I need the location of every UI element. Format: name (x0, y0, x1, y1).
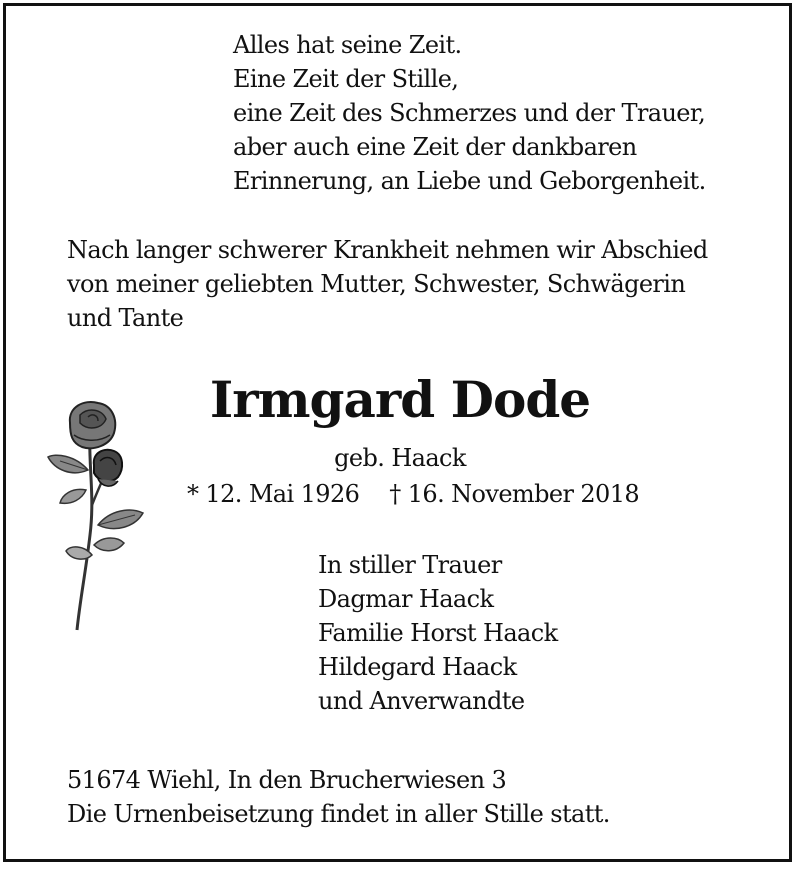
poem (233, 28, 706, 198)
death-date: † 16. November 2018 (389, 480, 640, 508)
address: 51674 Wiehl, In den Brucherwiesen 3 (67, 766, 507, 794)
mourner-line: In stiller Trauer (318, 551, 502, 579)
life-dates (187, 477, 639, 511)
poem-line: Erinnerung, an Liebe und Geborgenheit. (233, 167, 706, 195)
poem-line: aber auch eine Zeit der dankbaren (233, 133, 637, 161)
poem-line: eine Zeit des Schmerzes und der Trauer, (233, 99, 706, 127)
poem-line: Eine Zeit der Stille, (233, 65, 459, 93)
deceased-name: Irmgard Dode (209, 370, 591, 429)
intro-line: von meiner geliebten Mutter, Schwester, Schwägerin (67, 270, 686, 298)
burial-note: Die Urnenbeisetzung findet in aller Stille statt. (67, 800, 610, 828)
mourner-line: Dagmar Haack (318, 585, 494, 613)
intro-line: Nach langer schwerer Krankheit nehmen wir Abschied (67, 236, 708, 264)
poem-line: Alles hat seine Zeit. (233, 31, 462, 59)
intro-text (67, 233, 708, 335)
birth-date: * 12. Mai 1926 (187, 480, 360, 508)
mourner-line: und Anverwandte (318, 687, 525, 715)
mourner-line: Hildegard Haack (318, 653, 517, 681)
intro-line: und Tante (67, 304, 184, 332)
mourners-list (318, 548, 558, 718)
mourner-line: Familie Horst Haack (318, 619, 558, 647)
footer (67, 763, 610, 831)
maiden-name: geb. Haack (334, 444, 466, 472)
